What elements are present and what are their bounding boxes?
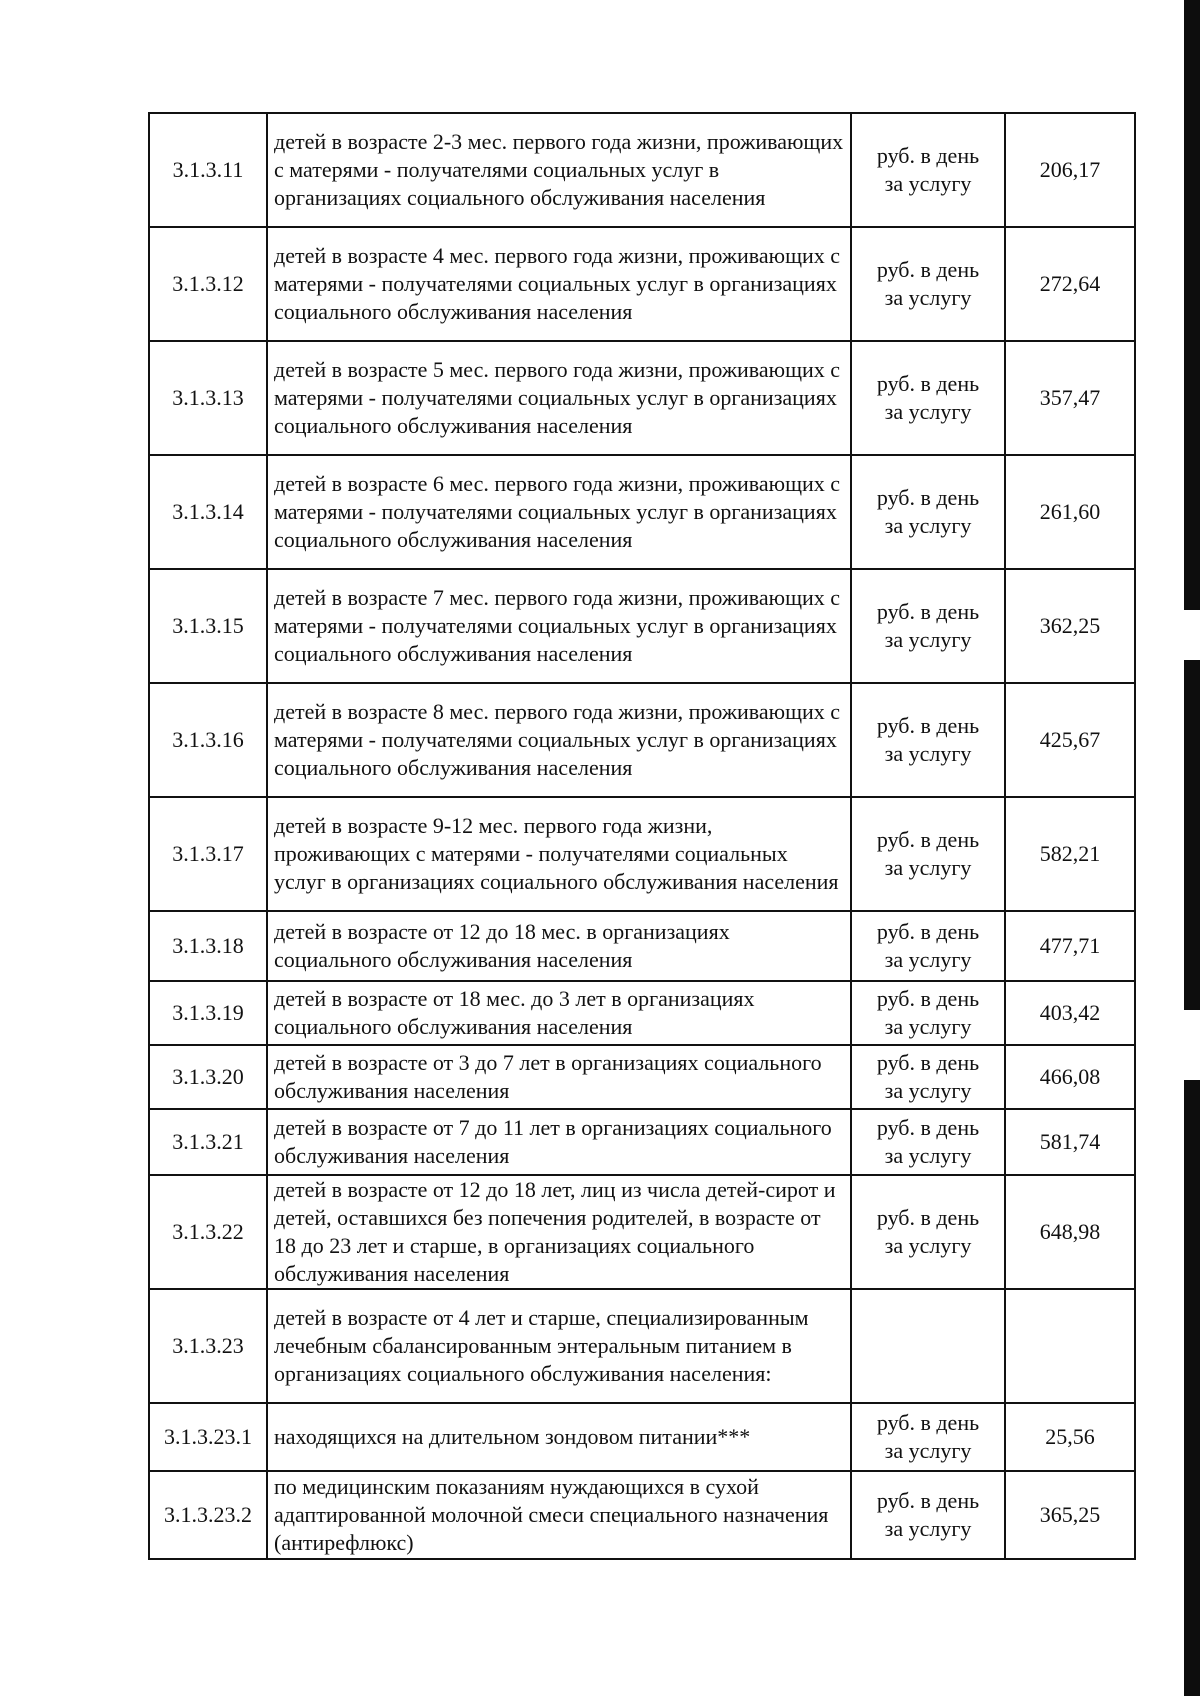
row-code: 3.1.3.12	[149, 227, 267, 341]
row-value: 206,17	[1005, 113, 1135, 227]
row-value: 648,98	[1005, 1175, 1135, 1289]
row-description: детей в возрасте от 3 до 7 лет в организациях социального обслуживания населения	[267, 1045, 851, 1109]
row-description: детей в возрасте от 7 до 11 лет в организациях социального обслуживания населения	[267, 1109, 851, 1175]
row-code: 3.1.3.15	[149, 569, 267, 683]
table-row	[149, 455, 1135, 569]
table-row	[149, 683, 1135, 797]
row-unit	[851, 1403, 1005, 1471]
row-value	[1005, 1289, 1135, 1403]
unit-line-1: руб. в день	[876, 1050, 980, 1075]
row-code: 3.1.3.16	[149, 683, 267, 797]
row-description: детей в возрасте от 12 до 18 лет, лиц из числа детей-сирот и детей, оставшихся без попечения родителей, в возрасте от 18 до 23 лет и старше, в организациях социального обслуживания населения	[267, 1175, 851, 1289]
row-code: 3.1.3.14	[149, 455, 267, 569]
row-description: находящихся на длительном зондовом питании***	[267, 1403, 851, 1471]
tariff-table	[148, 112, 1136, 1560]
unit-line-1: руб. в день	[876, 257, 980, 282]
table-row	[149, 1109, 1135, 1175]
row-code: 3.1.3.11	[149, 113, 267, 227]
row-code: 3.1.3.20	[149, 1045, 267, 1109]
row-description: детей в возрасте 7 мес. первого года жизни, проживающих с матерями - получателями социальных услуг в организациях социального обслуживания населения	[267, 569, 851, 683]
unit-line-2: за услугу	[884, 1014, 972, 1039]
row-description: детей в возрасте 9-12 мес. первого года жизни, проживающих с матерями - получателями социальных услуг в организациях социального обслуживания населения	[267, 797, 851, 911]
row-description: детей в возрасте 5 мес. первого года жизни, проживающих с матерями - получателями социальных услуг в организациях социального обслуживания населения	[267, 341, 851, 455]
row-value: 272,64	[1005, 227, 1135, 341]
unit-line-1: руб. в день	[876, 713, 980, 738]
row-code: 3.1.3.22	[149, 1175, 267, 1289]
scan-edge-gap	[1184, 610, 1200, 660]
table-row	[149, 1175, 1135, 1289]
row-code: 3.1.3.18	[149, 911, 267, 981]
row-unit	[851, 1045, 1005, 1109]
unit-line-2: за услугу	[884, 171, 972, 196]
table-body	[149, 113, 1135, 1559]
unit-line-2: за услугу	[884, 399, 972, 424]
row-value: 362,25	[1005, 569, 1135, 683]
row-description: детей в возрасте 6 мес. первого года жизни, проживающих с матерями - получателями социальных услуг в организациях социального обслуживания населения	[267, 455, 851, 569]
table-row	[149, 1289, 1135, 1403]
row-unit	[851, 227, 1005, 341]
row-description: детей в возрасте от 4 лет и старше, специализированным лечебным сбалансированным энтеральным питанием в организациях социального обслуживания населения:	[267, 1289, 851, 1403]
unit-line-2: за услугу	[884, 1438, 972, 1463]
unit-line-2: за услугу	[884, 513, 972, 538]
row-unit	[851, 1109, 1005, 1175]
unit-line-1: руб. в день	[876, 919, 980, 944]
unit-line-2: за услугу	[884, 741, 972, 766]
row-value: 581,74	[1005, 1109, 1135, 1175]
row-value: 477,71	[1005, 911, 1135, 981]
row-value: 25,56	[1005, 1403, 1135, 1471]
row-code: 3.1.3.23	[149, 1289, 267, 1403]
unit-line-1: руб. в день	[876, 1410, 980, 1435]
row-unit	[851, 1289, 1005, 1403]
table-row	[149, 227, 1135, 341]
unit-line-1: руб. в день	[876, 986, 980, 1011]
row-value: 261,60	[1005, 455, 1135, 569]
unit-line-1: руб. в день	[876, 143, 980, 168]
row-unit	[851, 797, 1005, 911]
unit-line-2: за услугу	[884, 947, 972, 972]
row-code: 3.1.3.23.1	[149, 1403, 267, 1471]
row-value: 425,67	[1005, 683, 1135, 797]
table-row	[149, 1403, 1135, 1471]
row-code: 3.1.3.13	[149, 341, 267, 455]
row-description: детей в возрасте от 18 мес. до 3 лет в организациях социального обслуживания населения	[267, 981, 851, 1045]
table-row	[149, 341, 1135, 455]
scan-edge-shadow	[1184, 0, 1200, 1696]
row-unit	[851, 1175, 1005, 1289]
unit-line-2: за услугу	[884, 1233, 972, 1258]
row-unit	[851, 981, 1005, 1045]
row-unit	[851, 683, 1005, 797]
row-unit	[851, 455, 1005, 569]
unit-line-2: за услугу	[884, 1078, 972, 1103]
row-unit	[851, 113, 1005, 227]
row-unit	[851, 911, 1005, 981]
table-row	[149, 1471, 1135, 1559]
table-row	[149, 569, 1135, 683]
row-description: детей в возрасте от 12 до 18 мес. в организациях социального обслуживания населения	[267, 911, 851, 981]
table-row	[149, 797, 1135, 911]
unit-line-1: руб. в день	[876, 1205, 980, 1230]
row-value: 357,47	[1005, 341, 1135, 455]
unit-line-1: руб. в день	[876, 599, 980, 624]
unit-line-2: за услугу	[884, 627, 972, 652]
row-code: 3.1.3.19	[149, 981, 267, 1045]
unit-line-1: руб. в день	[876, 827, 980, 852]
unit-line-1: руб. в день	[876, 485, 980, 510]
row-value: 466,08	[1005, 1045, 1135, 1109]
unit-line-1: руб. в день	[876, 1488, 980, 1513]
row-unit	[851, 1471, 1005, 1559]
row-code: 3.1.3.21	[149, 1109, 267, 1175]
unit-line-2: за услугу	[884, 285, 972, 310]
table-row	[149, 911, 1135, 981]
row-value: 403,42	[1005, 981, 1135, 1045]
row-unit	[851, 569, 1005, 683]
row-description: детей в возрасте 2-3 мес. первого года жизни, проживающих с матерями - получателями социальных услуг в организациях социального обслуживания населения	[267, 113, 851, 227]
unit-line-1: руб. в день	[876, 371, 980, 396]
unit-line-2: за услугу	[884, 1516, 972, 1541]
scan-edge-gap	[1184, 1010, 1200, 1080]
row-code: 3.1.3.23.2	[149, 1471, 267, 1559]
row-description: по медицинским показаниям нуждающихся в сухой адаптированной молочной смеси специального назначения (антирефлюкс)	[267, 1471, 851, 1559]
unit-line-2: за услугу	[884, 1143, 972, 1168]
row-value: 365,25	[1005, 1471, 1135, 1559]
row-value: 582,21	[1005, 797, 1135, 911]
row-code: 3.1.3.17	[149, 797, 267, 911]
row-description: детей в возрасте 4 мес. первого года жизни, проживающих с матерями - получателями социальных услуг в организациях социального обслуживания населения	[267, 227, 851, 341]
row-unit	[851, 341, 1005, 455]
table-row	[149, 113, 1135, 227]
table-row	[149, 981, 1135, 1045]
unit-line-2: за услугу	[884, 855, 972, 880]
row-description: детей в возрасте 8 мес. первого года жизни, проживающих с матерями - получателями социальных услуг в организациях социального обслуживания населения	[267, 683, 851, 797]
table-row	[149, 1045, 1135, 1109]
unit-line-1: руб. в день	[876, 1115, 980, 1140]
